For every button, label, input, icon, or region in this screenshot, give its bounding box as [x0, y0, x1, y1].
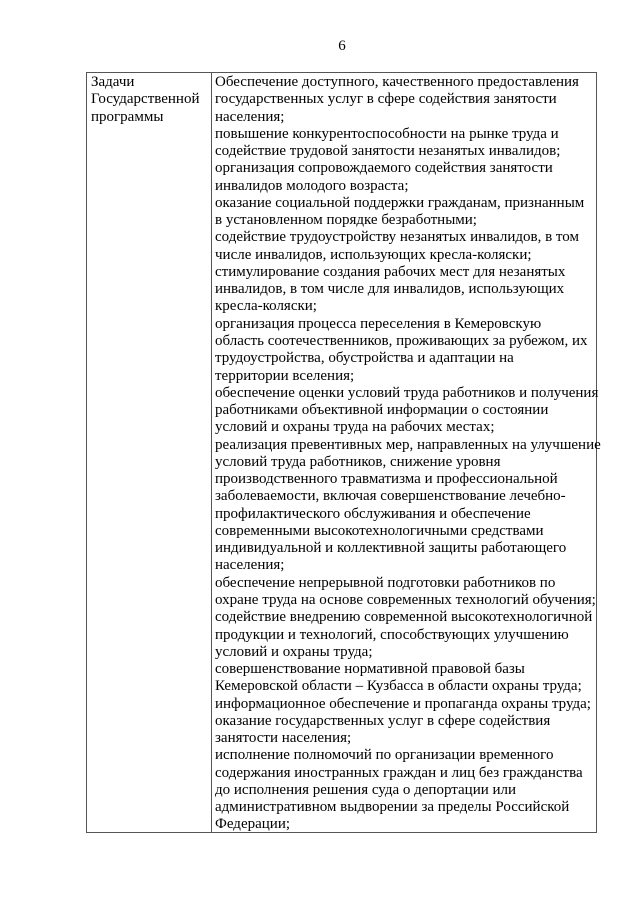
content-line: обеспечение непрерывной подготовки работников по	[215, 574, 556, 591]
content-line: содержания иностранных граждан и лиц без гражданства	[215, 764, 583, 781]
content-line: условий и охраны труда на рабочих местах;	[215, 419, 495, 436]
content-line: содействие трудоустройству незанятых инвалидов, в том	[215, 229, 579, 246]
content-line: организация процесса переселения в Кемеровскую	[215, 315, 542, 332]
content-line: заболеваемости, включая совершенствование лечебно-	[215, 488, 566, 505]
content-line: занятости населения;	[215, 730, 352, 747]
content-line: содействие внедрению современной высокотехнологичной	[215, 609, 593, 626]
row-label-line: программы	[91, 108, 164, 125]
content-line: административном выдворении за пределы Российской	[215, 799, 570, 816]
content-line: продукции и технологий, способствующих улучшению	[215, 626, 569, 643]
row-label-cell	[91, 74, 199, 126]
content-line: обеспечение оценки условий труда работников и получения	[215, 384, 599, 401]
content-line: современными высокотехнологичными средствами	[215, 522, 544, 539]
content-line: населения;	[215, 557, 285, 574]
content-line: государственных услуг в сфере содействия занятости	[215, 91, 557, 108]
content-line: стимулирование создания рабочих мест для незанятых	[215, 263, 566, 280]
content-line: инвалидов, в том числе для инвалидов, использующих	[215, 281, 565, 298]
content-line: населения;	[215, 108, 285, 125]
row-content-cell	[215, 74, 601, 834]
content-line: территории вселения;	[215, 367, 355, 384]
content-line: реализация превентивных мер, направленных на улучшение	[215, 436, 601, 453]
row-label-line: Государственной	[91, 91, 200, 108]
content-line: числе инвалидов, использующих кресла-коляски;	[215, 246, 532, 263]
content-line: трудоустройства, обустройства и адаптации на	[215, 350, 514, 367]
content-line: повышение конкурентоспособности на рынке труда и	[215, 125, 559, 142]
content-line: исполнение полномочий по организации временного	[215, 747, 554, 764]
content-line: инвалидов молодого возраста;	[215, 177, 409, 194]
content-line: содействие трудовой занятости незанятых инвалидов;	[215, 143, 561, 160]
content-line: условий труда работников, снижение уровня	[215, 453, 501, 470]
content-line: кресла-коляски;	[215, 298, 317, 315]
content-line: область соотечественников, проживающих за рубежом, их	[215, 332, 588, 349]
content-line: до исполнения решения суда о депортации или	[215, 781, 517, 798]
content-line: работниками объективной информации о состоянии	[215, 402, 549, 419]
page-number: 6	[338, 38, 346, 54]
column-divider	[211, 73, 212, 832]
content-line: профилактического обслуживания и обеспечение	[215, 505, 531, 522]
program-table	[86, 72, 601, 833]
content-line: оказание социальной поддержки гражданам, признанным	[215, 194, 585, 211]
content-line: оказание государственных услуг в сфере содействия	[215, 712, 551, 729]
content-line: индивидуальной и коллективной защиты работающего	[215, 540, 567, 557]
content-line: условий и охраны труда;	[215, 643, 373, 660]
content-line: организация сопровождаемого содействия занятости	[215, 160, 553, 177]
content-line: информационное обеспечение и пропаганда охраны труда;	[215, 695, 591, 712]
content-line: Кемеровской области – Кузбасса в области охраны труда;	[215, 678, 582, 695]
content-line: охране труда на основе современных технологий обучения;	[215, 591, 596, 608]
content-line: Федерации;	[215, 816, 291, 833]
content-line: в установленном порядке безработными;	[215, 212, 477, 229]
row-label-line: Задачи	[91, 74, 135, 90]
content-line: Обеспечение доступного, качественного предоставления	[215, 74, 579, 90]
content-line: производственного травматизма и профессиональной	[215, 471, 558, 488]
content-line: совершенствование нормативной правовой базы	[215, 661, 525, 678]
